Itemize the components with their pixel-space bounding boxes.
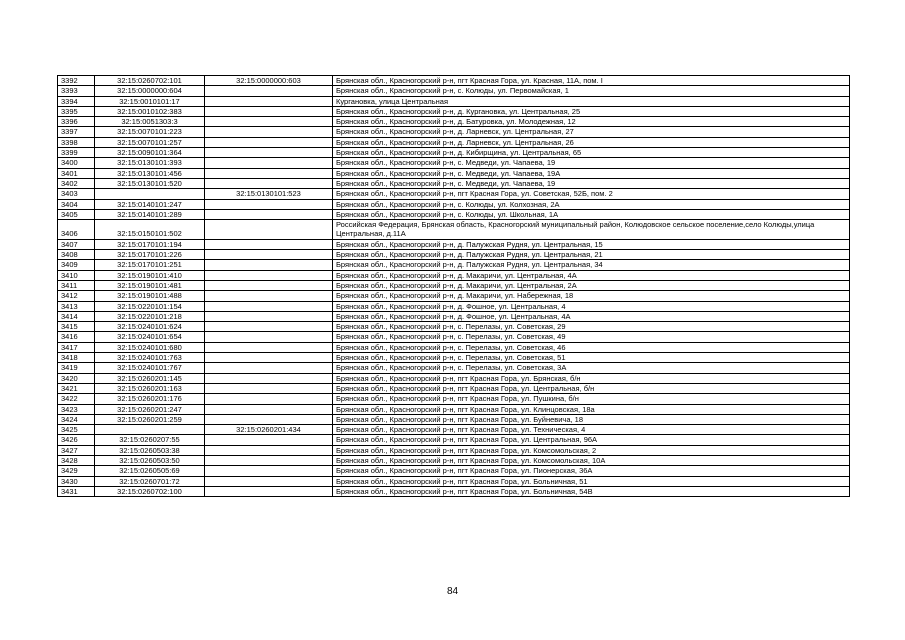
- cadastral-number-cell: 32:15:0240101:767: [95, 363, 205, 373]
- cadastral-number-cell: 32:15:0010101:17: [95, 96, 205, 106]
- parent-cadastral-number-cell: 32:15:0000000:603: [205, 76, 333, 86]
- address-cell: Брянская обл., Красногорский р-н, пгт Красная Гора, ул. Больничная, 54В: [333, 486, 850, 496]
- table-row: [58, 148, 850, 158]
- table-row: [58, 199, 850, 209]
- cadastral-number-cell: 32:15:0220101:154: [95, 301, 205, 311]
- cadastral-number-cell: 32:15:0260201:163: [95, 383, 205, 393]
- parent-cadastral-number-cell: [205, 270, 333, 280]
- row-number-cell: 3417: [58, 342, 95, 352]
- row-number-cell: 3414: [58, 311, 95, 321]
- cadastral-number-cell: [95, 189, 205, 199]
- table-row: [58, 445, 850, 455]
- parent-cadastral-number-cell: [205, 291, 333, 301]
- cadastral-number-cell: 32:15:0070101:257: [95, 137, 205, 147]
- table-row: [58, 311, 850, 321]
- cadastral-number-cell: 32:15:0140101:289: [95, 209, 205, 219]
- row-number-cell: 3429: [58, 466, 95, 476]
- parent-cadastral-number-cell: [205, 148, 333, 158]
- row-number-cell: 3420: [58, 373, 95, 383]
- address-cell: Российская Федерация, Брянская область, Красногорский муниципальный район, Колюдовское сельское поселение,село Колюды,улица Центральная, д.11А: [333, 220, 850, 240]
- cadastral-number-cell: 32:15:0240101:763: [95, 353, 205, 363]
- parent-cadastral-number-cell: [205, 373, 333, 383]
- address-cell: Брянская обл., Красногорский р-н, пгт Красная Гора, ул. Техническая, 4: [333, 425, 850, 435]
- parent-cadastral-number-cell: [205, 404, 333, 414]
- parent-cadastral-number-cell: [205, 394, 333, 404]
- cadastral-number-cell: 32:15:0260702:101: [95, 76, 205, 86]
- parent-cadastral-number-cell: [205, 486, 333, 496]
- address-cell: Брянская обл., Красногорский р-н, пгт Красная Гора, ул. Советская, 52Б, пом. 2: [333, 189, 850, 199]
- parent-cadastral-number-cell: [205, 332, 333, 342]
- table-row: [58, 280, 850, 290]
- table-row: [58, 425, 850, 435]
- cadastral-number-cell: 32:15:0260503:50: [95, 455, 205, 465]
- address-cell: Брянская обл., Красногорский р-н, д. Палужская Рудня, ул. Центральная, 21: [333, 250, 850, 260]
- address-cell: Брянская обл., Красногорский р-н, с. Перелазы, ул. Советская, 29: [333, 322, 850, 332]
- address-cell: Брянская обл., Красногорский р-н, пгт Красная Гора, ул. Больничная, 51: [333, 476, 850, 486]
- table-row: [58, 106, 850, 116]
- parent-cadastral-number-cell: [205, 250, 333, 260]
- address-cell: Брянская обл., Красногорский р-н, пгт Красная Гора, ул. Центральная, 96А: [333, 435, 850, 445]
- table-row: [58, 435, 850, 445]
- address-cell: Брянская обл., Красногорский р-н, с. Медведи, ул. Чапаева, 19: [333, 178, 850, 188]
- parent-cadastral-number-cell: [205, 383, 333, 393]
- parent-cadastral-number-cell: [205, 117, 333, 127]
- table-row: [58, 466, 850, 476]
- row-number-cell: 3392: [58, 76, 95, 86]
- table-row: [58, 342, 850, 352]
- table-row: [58, 270, 850, 280]
- table-row: [58, 332, 850, 342]
- registry-table-body: [58, 76, 850, 497]
- cadastral-number-cell: 32:15:0260505:69: [95, 466, 205, 476]
- table-row: [58, 96, 850, 106]
- cadastral-number-cell: 32:15:0190101:488: [95, 291, 205, 301]
- table-row: [58, 86, 850, 96]
- row-number-cell: 3397: [58, 127, 95, 137]
- parent-cadastral-number-cell: [205, 322, 333, 332]
- row-number-cell: 3398: [58, 137, 95, 147]
- row-number-cell: 3403: [58, 189, 95, 199]
- address-cell: Брянская обл., Красногорский р-н, с. Перелазы, ул. Советская, 49: [333, 332, 850, 342]
- parent-cadastral-number-cell: [205, 209, 333, 219]
- row-number-cell: 3419: [58, 363, 95, 373]
- parent-cadastral-number-cell: [205, 86, 333, 96]
- table-row: [58, 301, 850, 311]
- table-row: [58, 363, 850, 373]
- cadastral-number-cell: 32:15:0260201:259: [95, 414, 205, 424]
- row-number-cell: 3393: [58, 86, 95, 96]
- row-number-cell: 3411: [58, 280, 95, 290]
- parent-cadastral-number-cell: [205, 220, 333, 240]
- address-cell: Брянская обл., Красногорский р-н, д. Кургановка, ул. Центральная, 25: [333, 106, 850, 116]
- registry-table: [57, 75, 850, 497]
- cadastral-number-cell: 32:15:0150101:502: [95, 220, 205, 240]
- table-row: [58, 137, 850, 147]
- table-row: [58, 178, 850, 188]
- row-number-cell: 3424: [58, 414, 95, 424]
- table-row: [58, 158, 850, 168]
- row-number-cell: 3423: [58, 404, 95, 414]
- table-row: [58, 373, 850, 383]
- cadastral-number-cell: 32:15:0170101:194: [95, 239, 205, 249]
- table-row: [58, 250, 850, 260]
- parent-cadastral-number-cell: [205, 435, 333, 445]
- address-cell: Брянская обл., Красногорский р-н, пгт Красная Гора, ул. Красная, 11А, пом. I: [333, 76, 850, 86]
- row-number-cell: 3413: [58, 301, 95, 311]
- parent-cadastral-number-cell: 32:15:0260201:434: [205, 425, 333, 435]
- address-cell: Брянская обл., Красногорский р-н, с. Перелазы, ул. Советская, 3А: [333, 363, 850, 373]
- table-row: [58, 168, 850, 178]
- address-cell: Брянская обл., Красногорский р-н, пгт Красная Гора, ул. Брянская, б/н: [333, 373, 850, 383]
- address-cell: Брянская обл., Красногорский р-н, д. Палужская Рудня, ул. Центральная, 15: [333, 239, 850, 249]
- row-number-cell: 3399: [58, 148, 95, 158]
- parent-cadastral-number-cell: [205, 455, 333, 465]
- address-cell: Брянская обл., Красногорский р-н, пгт Красная Гора, ул. Пионерская, 36А: [333, 466, 850, 476]
- table-row: [58, 291, 850, 301]
- cadastral-number-cell: 32:15:0240101:680: [95, 342, 205, 352]
- parent-cadastral-number-cell: [205, 260, 333, 270]
- row-number-cell: 3421: [58, 383, 95, 393]
- address-cell: Кургановка, улица Центральная: [333, 96, 850, 106]
- address-cell: Брянская обл., Красногорский р-н, с. Медведи, ул. Чапаева, 19: [333, 158, 850, 168]
- cadastral-number-cell: 32:15:0260207:55: [95, 435, 205, 445]
- row-number-cell: 3396: [58, 117, 95, 127]
- row-number-cell: 3401: [58, 168, 95, 178]
- table-row: [58, 117, 850, 127]
- cadastral-number-cell: 32:15:0070101:223: [95, 127, 205, 137]
- row-number-cell: 3427: [58, 445, 95, 455]
- address-cell: Брянская обл., Красногорский р-н, д. Макаричи, ул. Центральная, 4А: [333, 270, 850, 280]
- table-row: [58, 455, 850, 465]
- cadastral-number-cell: 32:15:0140101:247: [95, 199, 205, 209]
- cadastral-number-cell: 32:15:0130101:456: [95, 168, 205, 178]
- parent-cadastral-number-cell: [205, 280, 333, 290]
- address-cell: Брянская обл., Красногорский р-н, с. Колюды, ул. Колхозная, 2А: [333, 199, 850, 209]
- address-cell: Брянская обл., Красногорский р-н, д. Палужская Рудня, ул. Центральная, 34: [333, 260, 850, 270]
- cadastral-number-cell: 32:15:0260201:145: [95, 373, 205, 383]
- parent-cadastral-number-cell: [205, 414, 333, 424]
- table-row: [58, 260, 850, 270]
- parent-cadastral-number-cell: [205, 301, 333, 311]
- row-number-cell: 3407: [58, 239, 95, 249]
- parent-cadastral-number-cell: [205, 127, 333, 137]
- table-row: [58, 209, 850, 219]
- cadastral-number-cell: 32:15:0260701:72: [95, 476, 205, 486]
- parent-cadastral-number-cell: [205, 239, 333, 249]
- parent-cadastral-number-cell: [205, 363, 333, 373]
- page-number: 84: [446, 586, 459, 597]
- row-number-cell: 3406: [58, 220, 95, 240]
- cadastral-number-cell: 32:15:0260503:38: [95, 445, 205, 455]
- address-cell: Брянская обл., Красногорский р-н, д. Фошное, ул. Центральная, 4: [333, 301, 850, 311]
- cadastral-number-cell: 32:15:0190101:481: [95, 280, 205, 290]
- table-row: [58, 383, 850, 393]
- address-cell: Брянская обл., Красногорский р-н, пгт Красная Гора, ул. Пушкина, б/н: [333, 394, 850, 404]
- row-number-cell: 3394: [58, 96, 95, 106]
- row-number-cell: 3422: [58, 394, 95, 404]
- cadastral-number-cell: 32:15:0170101:226: [95, 250, 205, 260]
- table-row: [58, 404, 850, 414]
- table-row: [58, 189, 850, 199]
- row-number-cell: 3415: [58, 322, 95, 332]
- row-number-cell: 3400: [58, 158, 95, 168]
- address-cell: Брянская обл., Красногорский р-н, с. Колюды, ул. Школьная, 1А: [333, 209, 850, 219]
- row-number-cell: 3408: [58, 250, 95, 260]
- cadastral-number-cell: 32:15:0260702:100: [95, 486, 205, 496]
- address-cell: Брянская обл., Красногорский р-н, д. Фошное, ул. Центральная, 4А: [333, 311, 850, 321]
- cadastral-number-cell: 32:15:0260201:247: [95, 404, 205, 414]
- address-cell: Брянская обл., Красногорский р-н, с. Перелазы, ул. Советская, 46: [333, 342, 850, 352]
- address-cell: Брянская обл., Красногорский р-н, д. Макаричи, ул. Центральная, 2А: [333, 280, 850, 290]
- row-number-cell: 3418: [58, 353, 95, 363]
- table-row: [58, 220, 850, 240]
- row-number-cell: 3410: [58, 270, 95, 280]
- cadastral-number-cell: 32:15:0130101:393: [95, 158, 205, 168]
- parent-cadastral-number-cell: [205, 353, 333, 363]
- row-number-cell: 3416: [58, 332, 95, 342]
- parent-cadastral-number-cell: [205, 445, 333, 455]
- row-number-cell: 3428: [58, 455, 95, 465]
- cadastral-number-cell: 32:15:0000000:604: [95, 86, 205, 96]
- cadastral-number-cell: 32:15:0130101:520: [95, 178, 205, 188]
- address-cell: Брянская обл., Красногорский р-н, с. Колюды, ул. Первомайская, 1: [333, 86, 850, 96]
- cadastral-number-cell: 32:15:0090101:364: [95, 148, 205, 158]
- address-cell: Брянская обл., Красногорский р-н, д. Батуровка, ул. Молодежная, 12: [333, 117, 850, 127]
- table-row: [58, 127, 850, 137]
- cadastral-number-cell: [95, 425, 205, 435]
- row-number-cell: 3430: [58, 476, 95, 486]
- address-cell: Брянская обл., Красногорский р-н, д. Макаричи, ул. Набережная, 18: [333, 291, 850, 301]
- row-number-cell: 3402: [58, 178, 95, 188]
- row-number-cell: 3426: [58, 435, 95, 445]
- address-cell: Брянская обл., Красногорский р-н, пгт Красная Гора, ул. Клинцовская, 18а: [333, 404, 850, 414]
- address-cell: Брянская обл., Красногорский р-н, д. Ларневск, ул. Центральная, 26: [333, 137, 850, 147]
- cadastral-number-cell: 32:15:0170101:251: [95, 260, 205, 270]
- table-row: [58, 476, 850, 486]
- address-cell: Брянская обл., Красногорский р-н, пгт Красная Гора, ул. Комсомольская, 2: [333, 445, 850, 455]
- row-number-cell: 3395: [58, 106, 95, 116]
- table-row: [58, 486, 850, 496]
- cadastral-number-cell: 32:15:0220101:218: [95, 311, 205, 321]
- parent-cadastral-number-cell: [205, 342, 333, 352]
- cadastral-number-cell: 32:15:0240101:624: [95, 322, 205, 332]
- row-number-cell: 3425: [58, 425, 95, 435]
- parent-cadastral-number-cell: [205, 137, 333, 147]
- parent-cadastral-number-cell: [205, 168, 333, 178]
- cadastral-number-cell: 32:15:0051303:3: [95, 117, 205, 127]
- parent-cadastral-number-cell: [205, 106, 333, 116]
- row-number-cell: 3404: [58, 199, 95, 209]
- parent-cadastral-number-cell: 32:15:0130101:523: [205, 189, 333, 199]
- address-cell: Брянская обл., Красногорский р-н, пгт Красная Гора, ул. Комсомольская, 10А: [333, 455, 850, 465]
- table-row: [58, 394, 850, 404]
- parent-cadastral-number-cell: [205, 311, 333, 321]
- parent-cadastral-number-cell: [205, 96, 333, 106]
- row-number-cell: 3431: [58, 486, 95, 496]
- address-cell: Брянская обл., Красногорский р-н, с. Медведи, ул. Чапаева, 19А: [333, 168, 850, 178]
- row-number-cell: 3405: [58, 209, 95, 219]
- table-row: [58, 76, 850, 86]
- parent-cadastral-number-cell: [205, 178, 333, 188]
- table-row: [58, 353, 850, 363]
- address-cell: Брянская обл., Красногорский р-н, с. Перелазы, ул. Советская, 51: [333, 353, 850, 363]
- cadastral-number-cell: 32:15:0240101:654: [95, 332, 205, 342]
- address-cell: Брянская обл., Красногорский р-н, д. Ларневск, ул. Центральная, 27: [333, 127, 850, 137]
- address-cell: Брянская обл., Красногорский р-н, пгт Красная Гора, ул. Буйневича, 18: [333, 414, 850, 424]
- table-row: [58, 322, 850, 332]
- parent-cadastral-number-cell: [205, 476, 333, 486]
- row-number-cell: 3412: [58, 291, 95, 301]
- cadastral-number-cell: 32:15:0260201:176: [95, 394, 205, 404]
- cadastral-number-cell: 32:15:0010102:383: [95, 106, 205, 116]
- table-row: [58, 414, 850, 424]
- address-cell: Брянская обл., Красногорский р-н, д. Кибирщина, ул. Центральная, 65: [333, 148, 850, 158]
- parent-cadastral-number-cell: [205, 158, 333, 168]
- row-number-cell: 3409: [58, 260, 95, 270]
- table-row: [58, 239, 850, 249]
- parent-cadastral-number-cell: [205, 466, 333, 476]
- address-cell: Брянская обл., Красногорский р-н, пгт Красная Гора, ул. Центральная, б/н: [333, 383, 850, 393]
- cadastral-number-cell: 32:15:0190101:410: [95, 270, 205, 280]
- parent-cadastral-number-cell: [205, 199, 333, 209]
